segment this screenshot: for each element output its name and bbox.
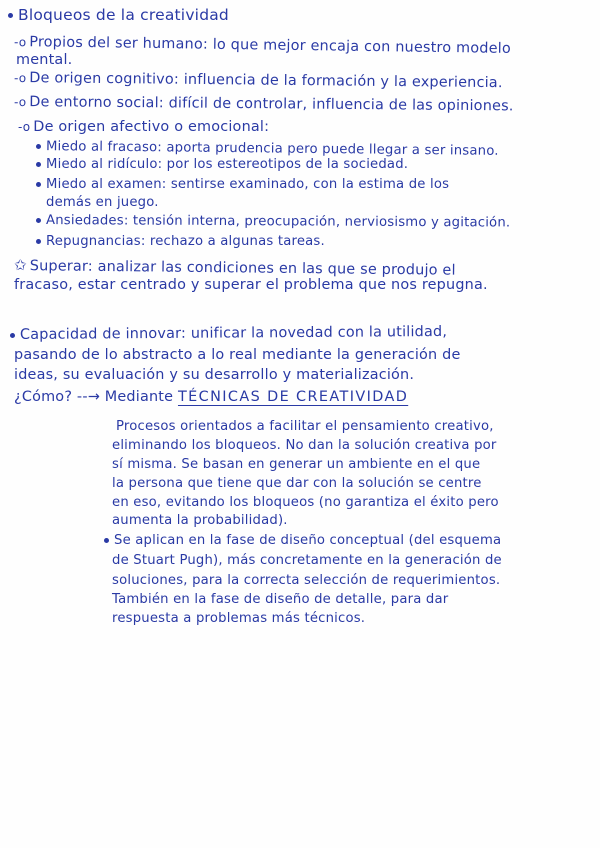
como-prefix: ¿Cómo? --→ Mediante bbox=[14, 389, 174, 405]
sub-item-text: Miedo al ridículo: por los estereotipos de la sociedad. bbox=[46, 157, 409, 172]
item-propios bbox=[14, 33, 511, 58]
sub-item-text: demás en juego. bbox=[46, 195, 159, 210]
sub-item-miedo-examen bbox=[36, 176, 449, 194]
para1-line-1 bbox=[116, 418, 494, 436]
para2-line-4 bbox=[112, 591, 448, 609]
bullet-dot-icon bbox=[36, 144, 41, 149]
arrow-icon: -o bbox=[13, 71, 27, 86]
sub-item-text: Miedo al fracaso: aporta prudencia pero puede llegar a ser insano. bbox=[45, 139, 499, 159]
item-text: De origen afectivo o emocional: bbox=[33, 119, 270, 135]
section-title: Bloqueos de la creatividad bbox=[18, 6, 229, 24]
innovar-text: Capacidad de innovar: unificar la novedad con la utilidad, bbox=[19, 323, 448, 343]
para-text: la persona que tiene que dar con la solución se centre bbox=[112, 476, 482, 491]
sub-item-miedo-ridiculo bbox=[36, 156, 408, 174]
innovar-line-2 bbox=[14, 346, 461, 364]
superar-text: fracaso, estar centrado y superar el problema que nos repugna. bbox=[14, 277, 488, 293]
para-text: También en la fase de diseño de detalle, para dar bbox=[112, 592, 449, 607]
arrow-icon: -o bbox=[18, 120, 31, 134]
item-afectivo bbox=[18, 118, 269, 136]
item-cognitivo bbox=[14, 69, 503, 92]
arrow-icon: -o bbox=[13, 95, 27, 110]
para2-line-2 bbox=[112, 552, 502, 570]
tecnicas-heading: TÉCNICAS DE CREATIVIDAD bbox=[177, 389, 409, 405]
innovar-text: ideas, su evaluación y su desarrollo y materialización. bbox=[14, 367, 415, 383]
para-text: eliminando los bloqueos. No dan la solución creativa por bbox=[112, 438, 497, 453]
sub-item-text: Repugnancias: rechazo a algunas tareas. bbox=[46, 234, 325, 249]
item-propios-cont bbox=[16, 51, 72, 69]
superar-text: Superar: analizar las condiciones en las que se produjo el bbox=[29, 258, 456, 279]
item-text: De origen cognitivo: influencia de la formación y la experiencia. bbox=[29, 70, 503, 92]
innovar-line-3 bbox=[14, 366, 414, 384]
para1-line-4 bbox=[112, 475, 482, 493]
bullet-dot-icon bbox=[36, 218, 41, 223]
bullet-dot-icon bbox=[36, 182, 41, 187]
para-text: Procesos orientados a facilitar el pensamiento creativo, bbox=[116, 419, 494, 434]
sub-item-repugnancias bbox=[36, 233, 325, 251]
superar-line-2 bbox=[14, 276, 488, 294]
bullet-dot-icon bbox=[36, 239, 41, 244]
para-text: respuesta a problemas más técnicos. bbox=[112, 611, 366, 626]
section-title-line bbox=[8, 6, 229, 24]
bullet-dot-icon bbox=[104, 538, 109, 543]
para-text: aumenta la probabilidad). bbox=[112, 513, 288, 528]
para2-line-5 bbox=[112, 610, 365, 628]
item-entorno bbox=[14, 93, 514, 115]
para-text: en eso, evitando los bloqueos (no garantiza el éxito pero bbox=[112, 495, 499, 510]
innovar-line-1 bbox=[10, 323, 447, 344]
star-icon: ✩ bbox=[13, 256, 27, 275]
arrow-icon: -o bbox=[13, 35, 27, 50]
para2-line-3 bbox=[112, 572, 500, 590]
sub-item-ansiedades bbox=[36, 212, 510, 232]
para-text: sí misma. Se basan en generar un ambiente en el que bbox=[112, 457, 481, 472]
para1-line-5 bbox=[112, 494, 499, 512]
item-text: Propios del ser humano: lo que mejor encaja con nuestro modelo bbox=[29, 34, 512, 57]
para1-line-3 bbox=[112, 456, 480, 474]
bullet-dot-icon bbox=[36, 162, 41, 167]
para2-line-1 bbox=[104, 532, 501, 550]
item-text: mental. bbox=[16, 52, 73, 68]
item-text: De entorno social: difícil de controlar, influencia de las opiniones. bbox=[29, 94, 514, 115]
bullet-dot-icon bbox=[10, 332, 15, 337]
para1-line-6 bbox=[112, 512, 288, 530]
sub-item-text: Ansiedades: tensión interna, preocupación, nerviosismo y agitación. bbox=[45, 213, 511, 231]
para-text: soluciones, para la correcta selección de requerimientos. bbox=[112, 573, 501, 588]
sub-item-miedo-examen-cont bbox=[46, 194, 159, 212]
para-text: Se aplican en la fase de diseño conceptual (del esquema bbox=[114, 533, 502, 548]
sub-item-text: Miedo al examen: sentirse examinado, con la estima de los bbox=[46, 177, 450, 192]
como-line bbox=[14, 388, 408, 406]
para1-line-2 bbox=[112, 437, 497, 455]
para-text: de Stuart Pugh), más concretamente en la generación de bbox=[112, 553, 502, 568]
bullet-dot-icon bbox=[8, 13, 13, 18]
innovar-text: pasando de lo abstracto a lo real mediante la generación de bbox=[14, 347, 461, 363]
